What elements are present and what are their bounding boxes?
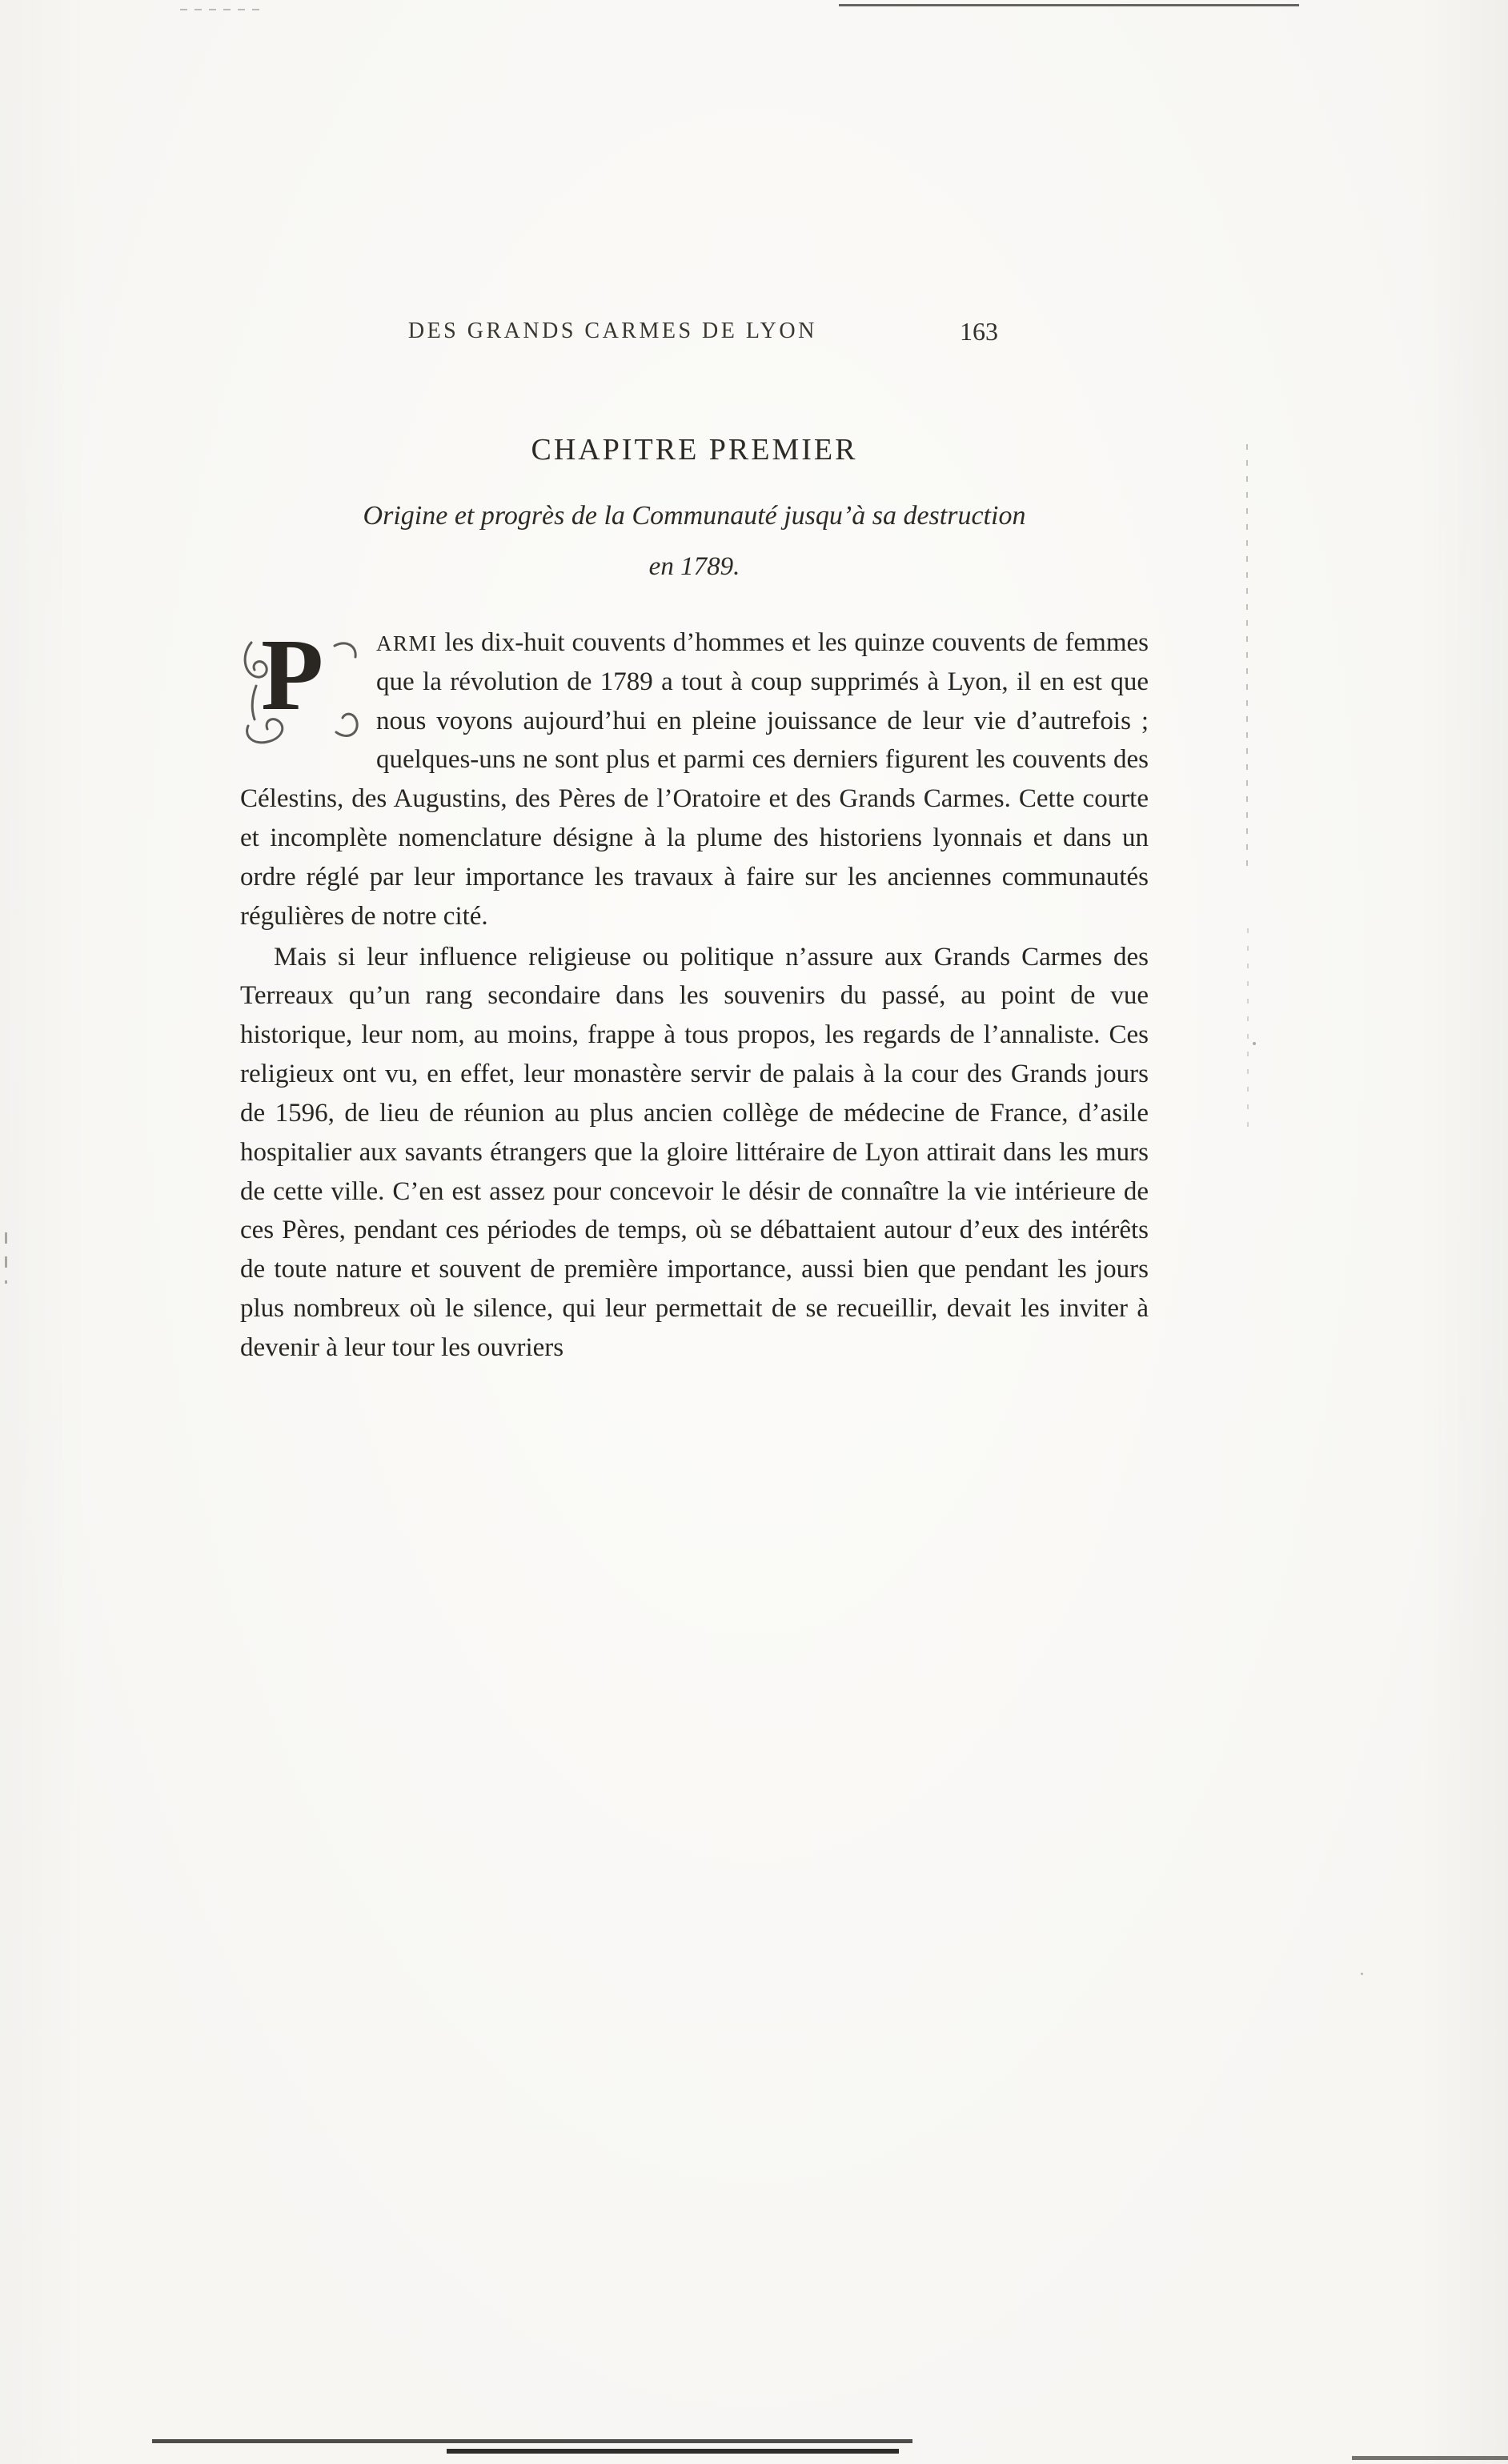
paragraph-1 [240, 618, 1149, 936]
dropcap-letter: P [261, 618, 324, 731]
running-header [240, 319, 1149, 355]
scan-artifact-right-dotted-line [1246, 444, 1248, 872]
scan-artifact-speck-2 [1361, 1973, 1363, 1975]
running-header-title: DES GRANDS CARMES DE LYON [407, 319, 817, 343]
scan-artifact-right-dotted-line-2 [1247, 928, 1249, 1136]
scan-artifact-bottom-line-3 [1352, 2456, 1508, 2460]
scan-artifact-speck [1253, 1042, 1256, 1045]
scan-artifact-bottom-line-1 [152, 2439, 912, 2443]
scan-artifact-bottom-line-2 [447, 2449, 899, 2454]
chapter-subtitle-line1: Origine et progrès de la Communauté jusqu’à sa destruction [363, 501, 1026, 531]
scan-artifact-left-margin-marks [5, 1232, 7, 1284]
text-column [240, 0, 1149, 1368]
chapter-subtitle-line2: en 1789. [648, 552, 740, 581]
paragraph-1-lead-word: ARMI [376, 631, 438, 655]
dropcap-initial [240, 618, 362, 747]
paragraph-2: Mais si leur influence religieuse ou politique n’assure aux Grands Carmes des Terreaux qu’un rang secondaire dans les souvenirs du passé, au point de vue historique, leur nom, au moins, frappe à tous propos, les regards de l’annaliste. Ces religieux ont vu, en effet, leur monastère servir de palais à la cour des Grands jours de 1596, de lieu de réunion au plus ancien collège de médecine de France, d’asile hospitalier aux savants étrangers que la gloire littéraire de Lyon attirait dans les murs de cette ville. C’en est assez pour concevoir le désir de connaître la vie intérieure de ces Pères, pendant ces périodes de temps, où se débattaient autour d’eux des intérêts de toute nature et souvent de première importance, aussi bien que pendant les jours plus nombreux où le silence, qui leur permettait de se recueillir, devait les inviter à devenir à leur tour les ouvriers [240, 942, 1149, 1362]
paragraph-1-text: les dix-huit couvents d’hommes et les quinze couvents de femmes que la révolution de 1789 a tout à coup supprimés à Lyon, il en est que nous voyons aujourd’hui en pleine jouissance de leur vie d’autrefois ; quelques-uns ne sont plus et parmi ces derniers figurent les couvents des Célestins, des Augustins, des Pères de l’Oratoire et des Grands Carmes. Cette courte et incomplète nomenclature désigne à la plume des historiens lyonnais et dans un ordre réglé par leur importance les travaux à faire sur les anciennes communautés régulières de notre cité. [240, 628, 1149, 931]
chapter-title: CHAPITRE PREMIER [531, 433, 858, 467]
page-number: 163 [960, 317, 998, 346]
